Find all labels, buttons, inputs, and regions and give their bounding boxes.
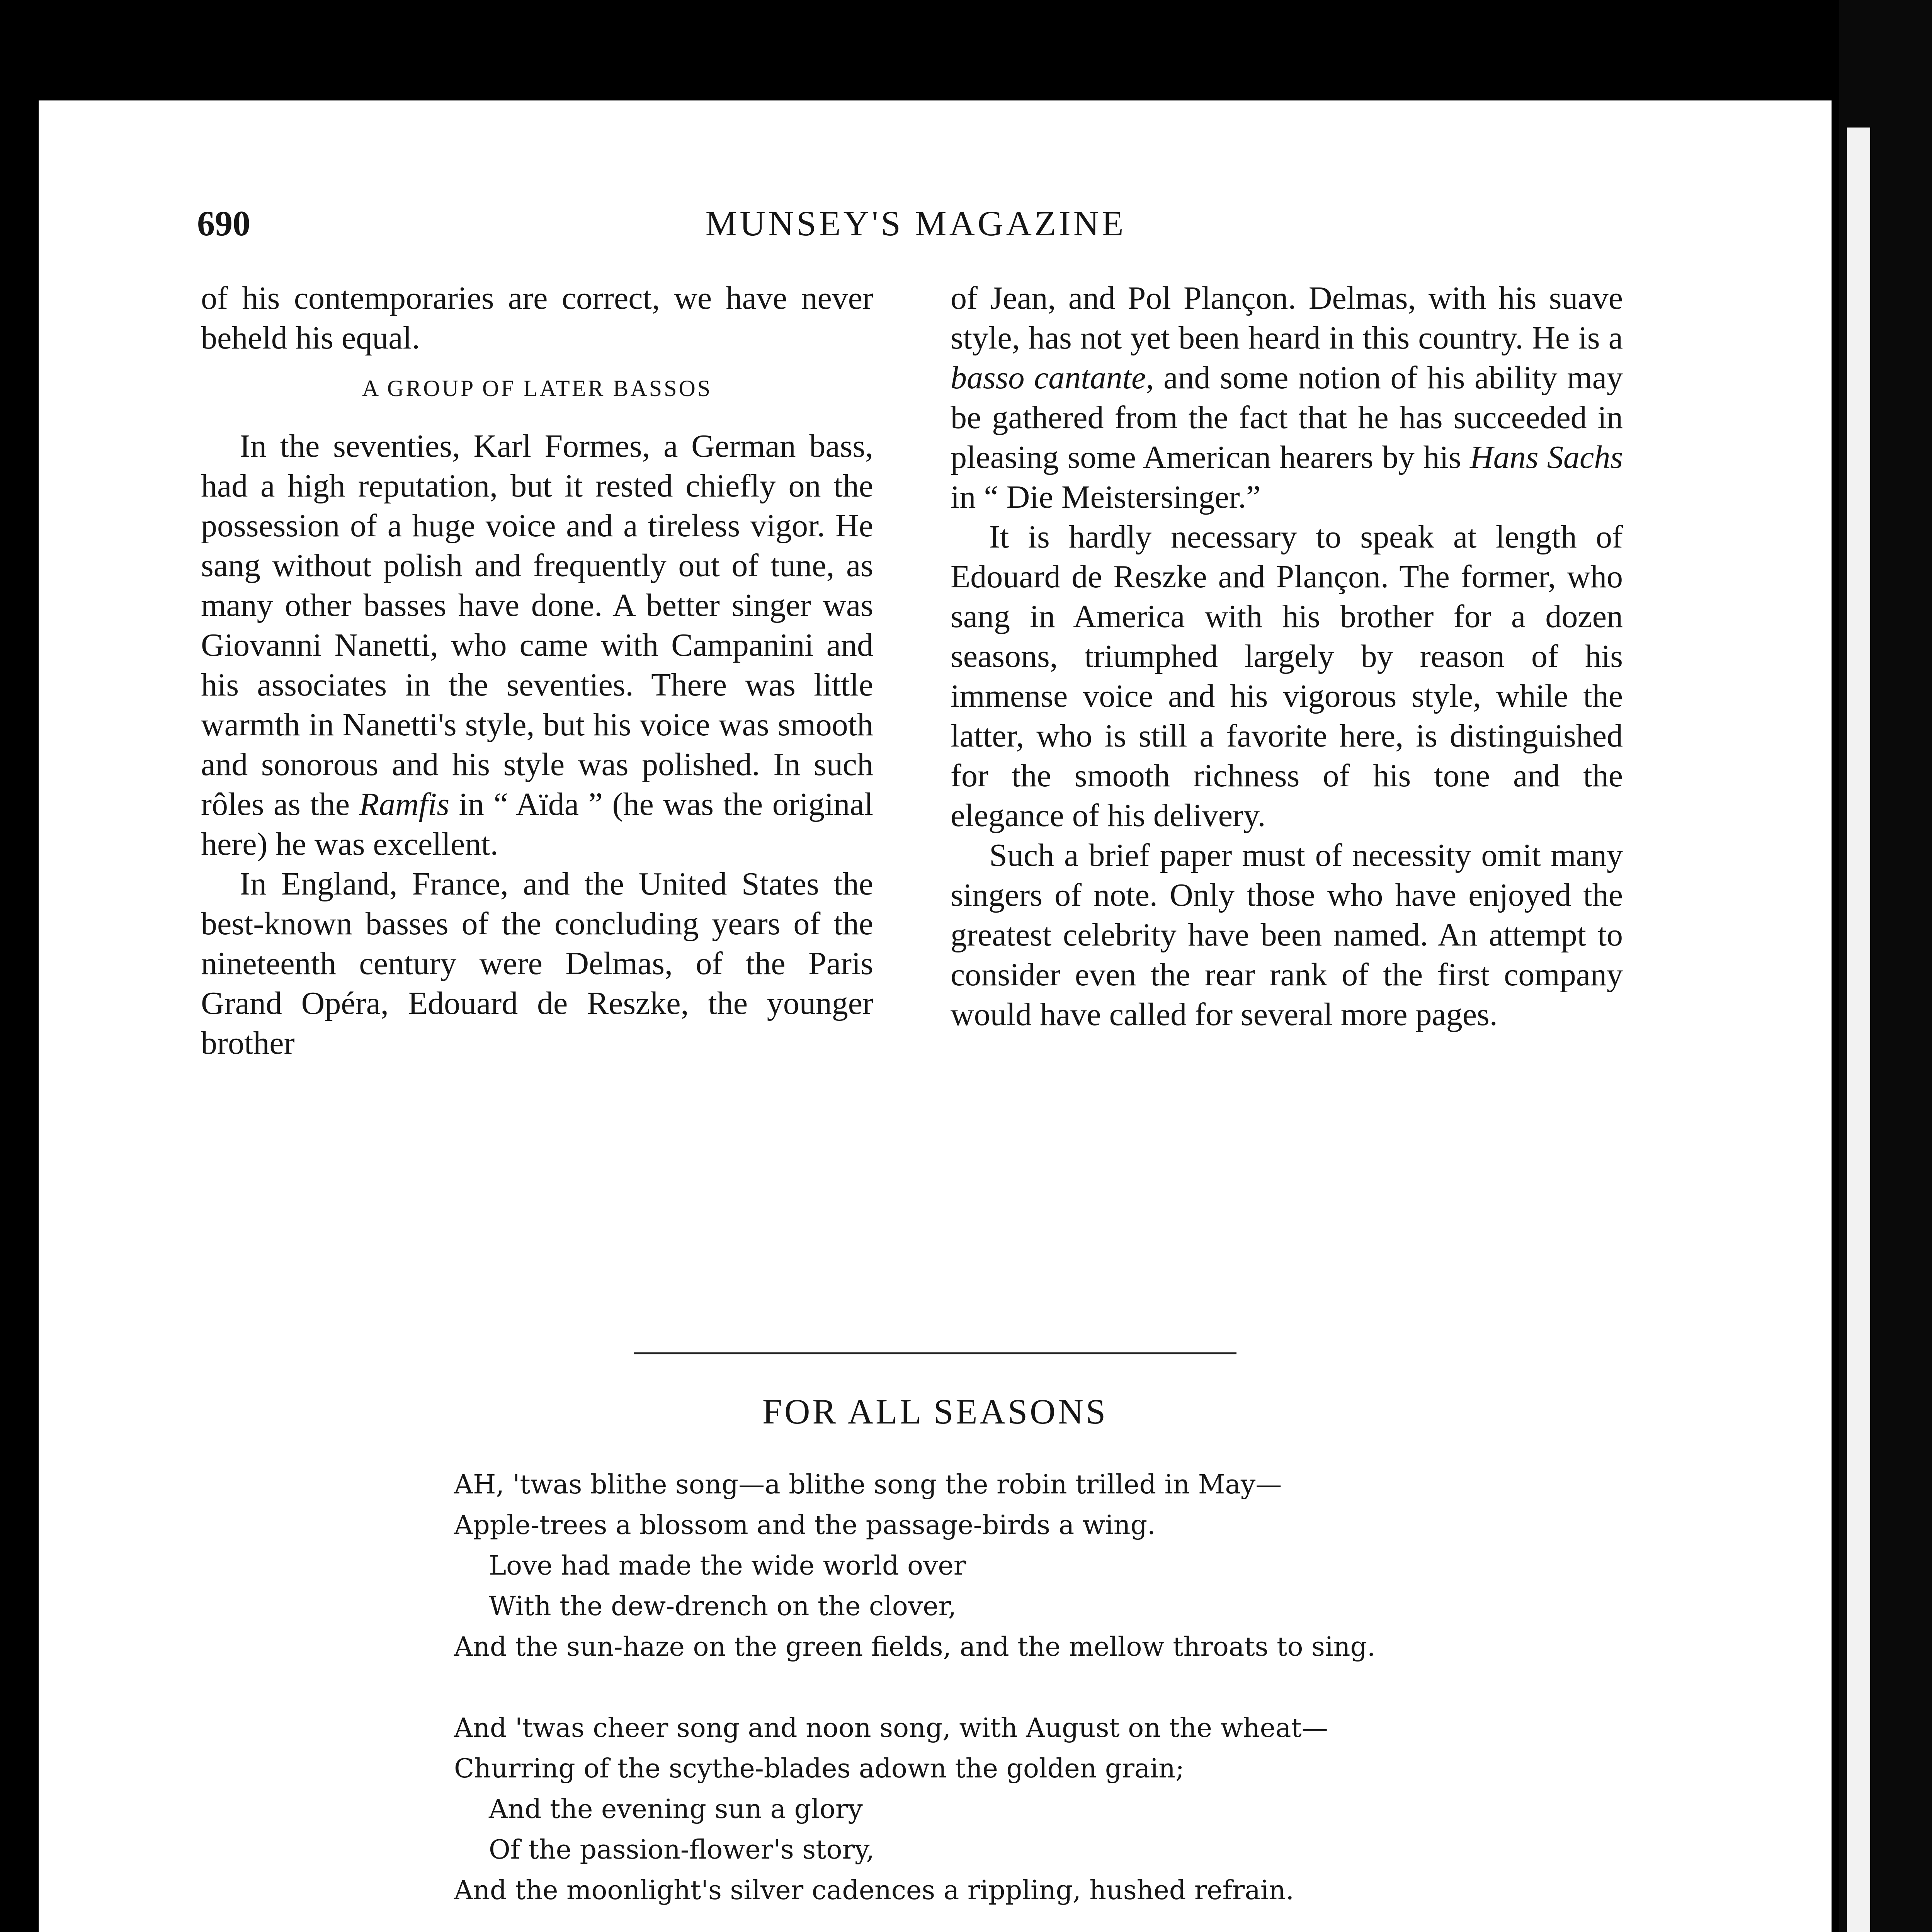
running-title: MUNSEY'S MAGAZINE bbox=[705, 204, 1126, 243]
poem-line: Love had made the wide world over bbox=[489, 1551, 966, 1581]
poem-stanza bbox=[454, 1464, 1613, 1667]
paragraph: of his contemporaries are correct, we have never beheld his equal. bbox=[201, 280, 873, 356]
poem-body bbox=[454, 1464, 1613, 1932]
poem-title: FOR ALL SEASONS bbox=[762, 1392, 1108, 1431]
poem-line: AH, 'twas blithe song—a blithe song the robin trilled in May— bbox=[454, 1469, 1282, 1500]
poem-line: With the dew-drench on the clover, bbox=[489, 1591, 957, 1622]
left-column bbox=[201, 278, 873, 1063]
page-edge-strip bbox=[1847, 128, 1870, 1932]
section-divider bbox=[634, 1352, 1236, 1354]
adjacent-page-edge bbox=[1839, 0, 1932, 1932]
paragraph: of Jean, and Pol Plançon. Delmas, with his suave style, has not yet been heard in this country. He is a basso cantante, and some notion of his ability may be gathered from the fact that he has succeeded in pleasing some American hearers by his Hans Sachs in “ Die Meistersinger.” bbox=[951, 280, 1623, 515]
poem-line: And the sun-haze on the green fields, and the mellow throats to sing. bbox=[454, 1632, 1376, 1662]
paragraph: Such a brief paper must of necessity omit many singers of note. Only those who have enjoyed the greatest celebrity have been named. An attempt to consider even the rear rank of the first company would have called for several more pages. bbox=[951, 837, 1623, 1032]
poem-line: Of the passion-flower's story, bbox=[489, 1835, 874, 1865]
page-number: 690 bbox=[197, 204, 250, 243]
poem-line: Churring of the scythe-blades adown the golden grain; bbox=[454, 1753, 1184, 1784]
poem-line: And the evening sun a glory bbox=[489, 1794, 863, 1825]
paragraph: In England, France, and the United States the best-known basses of the concluding years of the nineteenth century were Delmas, of the Paris Grand Opéra, Edouard de Reszke, the younger brother bbox=[201, 866, 873, 1061]
paragraph: It is hardly necessary to speak at length of Edouard de Reszke and Plançon. The former, who sang in America with his brother for a dozen seasons, triumphed largely by reason of his immense voice and his vigorous style, while the latter, who is still a favorite here, is distinguished for the smooth richness of his tone and the elegance of his delivery. bbox=[951, 519, 1623, 833]
paragraph: In the seventies, Karl Formes, a German bass, had a high reputation, but it rested chiefly on the possession of a huge voice and a tireless vigor. He sang without polish and frequently out of tune, as many other basses have done. A better singer was Giovanni Nanetti, who came with Campanini and his associates in the seventies. There was little warmth in Nanetti's style, but his voice was smooth and sonorous and his style was polished. In such rôles as the Ramfis in “ Aïda ” (he was the original here) he was excellent. bbox=[201, 428, 873, 862]
poem-line: Apple-trees a blossom and the passage-birds a wing. bbox=[454, 1510, 1156, 1541]
poem-line: And 'twas cheer song and noon song, with August on the wheat— bbox=[454, 1713, 1328, 1743]
section-subhead: A GROUP OF LATER BASSOS bbox=[362, 376, 713, 401]
poem-stanza bbox=[454, 1708, 1613, 1911]
right-column bbox=[951, 278, 1623, 1034]
poem-line: And the moonlight's silver cadences a rippling, hushed refrain. bbox=[454, 1875, 1294, 1906]
page-header bbox=[197, 203, 1634, 249]
